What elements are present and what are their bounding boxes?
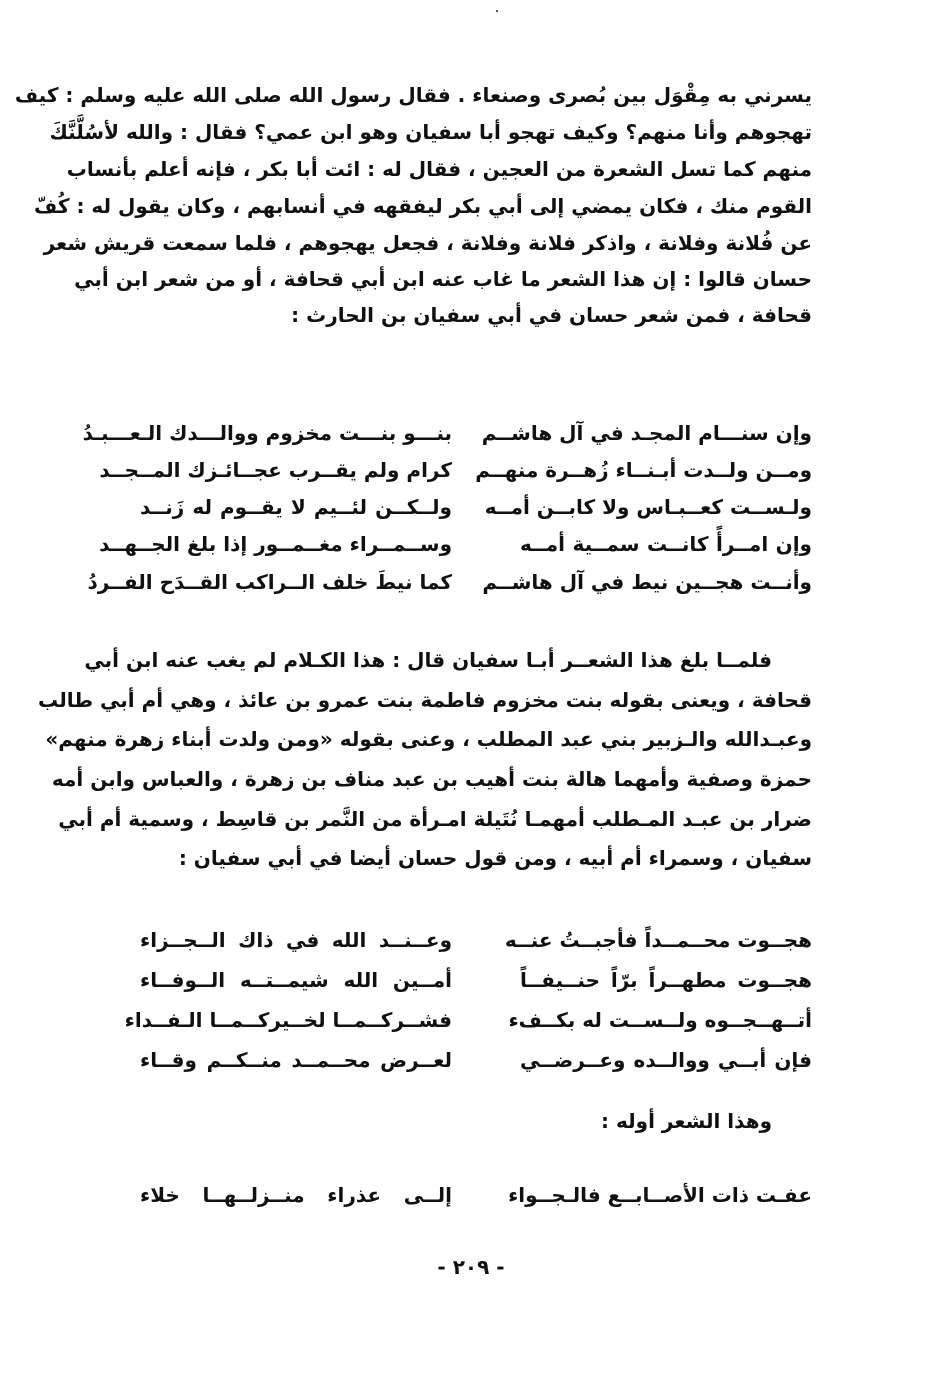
verse-left-hemistich: وســمــراء مغــمــور إذا بلغ الجــهــد (99, 532, 452, 556)
intro-line: وهذا الشعر أوله : (601, 1109, 772, 1133)
text-line: سفيان ، وسمراء أم أبيه ، ومن قول حسان أيضا في أبي سفيان : (178, 846, 812, 870)
text-line: فلمــا بلغ هذا الشعــر أبـا سفيان قال : هذا الكـلام لم يغب عنه ابن أبي (84, 648, 772, 672)
verse-left-hemistich: كرام ولم يقــرب عجــائـزك المــجــد (99, 458, 452, 482)
verse-right-hemistich: عفـت ذات الأصــابــع فالـجــواء (508, 1183, 812, 1207)
text-line: القوم منك ، فكان يمضي إلى أبي بكر ليفقهه في أنسابهم ، وكان يقول له : كُفّ (34, 194, 812, 218)
verse-left-hemistich: أمــين الله شيمــتــه الــوفــاء (140, 968, 452, 992)
verse-right-hemistich: وإن امــرأً كانــت سمــية أمــه (520, 532, 812, 556)
page-number: - ٢٠٩ - (437, 1255, 505, 1279)
verse-left-hemistich: ولــكــن لئــيم لا يقــوم له زَنــد (140, 495, 452, 519)
verse-left-hemistich: لعــرض محــمــد منــكــم وقــاء (140, 1048, 452, 1072)
text-line: قحافة ، فمن شعر حسان في أبي سفيان بن الحارث : (291, 303, 812, 327)
verse-left-hemistich: إلــى عذراء منــزلــهــا خلاء (140, 1183, 452, 1207)
text-line: عن فُلانة وفلانة ، واذكر فلانة وفلانة ، فجعل يهجوهم ، فلما سمعت قريش شعر (43, 231, 812, 255)
text-line: حمزة وصفية وأمهما هالة بنت أهيب بن عبد مناف بن زهرة ، والعباس وابن أمه (51, 767, 812, 791)
text-line: ضرار بن عبـد المـطلب أمهمـا نُتَيلة امـرأة من النَّمر بن قاسِط ، وسمية أم أبي (58, 807, 812, 831)
text-line: حسان قالوا : إن هذا الشعر ما غاب عنه ابن أبي قحافة ، أو من شعر ابن أبي (74, 267, 812, 291)
verse-right-hemistich: أتــهــجــوه ولــســت له بكــفء (508, 1008, 812, 1032)
scan-speck (496, 10, 498, 12)
text-line: يسرني به مِقْوَل بين بُصرى وصنعاء . فقال رسول الله صلى الله عليه وسلم : كيف (14, 83, 812, 107)
verse-left-hemistich: وعــنــد الله في ذاك الــجــزاء (140, 928, 452, 952)
text-line: قحافة ، ويعنى بقوله بنت مخزوم فاطمة بنت عمرو بن عائذ ، وهي أم أبي طالب (38, 688, 812, 712)
verse-left-hemistich: فشــركــمــا لخــيركــمــا الـفــداء (124, 1008, 452, 1032)
verse-right-hemistich: هجــوت مطهــراً برّاً حنــيفــاً (520, 968, 812, 992)
text-line: وعبـدالله والـزبير بني عبد المطلب ، وعنى بقوله «ومن ولدت أبناء زهرة منهم» (45, 727, 812, 751)
verse-right-hemistich: ولـســت كعــبـاس ولا كابــن أمــه (484, 495, 812, 519)
verse-right-hemistich: وإن سنـــام المجـد في آل هاشــم (481, 421, 812, 445)
verse-right-hemistich: فإن أبــي ووالــده وعــرضــي (520, 1048, 812, 1072)
text-line: منهم كما تسل الشعرة من العجين ، فقال له : ائت أبا بكر ، فإنه أعلم بأنساب (66, 157, 812, 181)
text-line: تهجوهم وأنا منهم؟ وكيف تهجو أبا سفيان وهو ابن عمي؟ فقال : والله لأسُلَّنَّكَ (49, 120, 812, 144)
verse-right-hemistich: ومــن ولــدت أبـنــاء زُهــرة منهــم (475, 458, 812, 482)
verse-left-hemistich: كما نيطَ خلف الــراكب القــدَح الفــردُ (87, 570, 452, 594)
verse-left-hemistich: بنـــو بنـــت مخزوم ووالـــدك الـعـــبـدُ (82, 421, 452, 445)
verse-right-hemistich: وأنــت هجــين نيط في آل هاشــم (482, 570, 812, 594)
verse-right-hemistich: هجــوت محــمــداً فأجبــتُ عنــه (504, 928, 812, 952)
